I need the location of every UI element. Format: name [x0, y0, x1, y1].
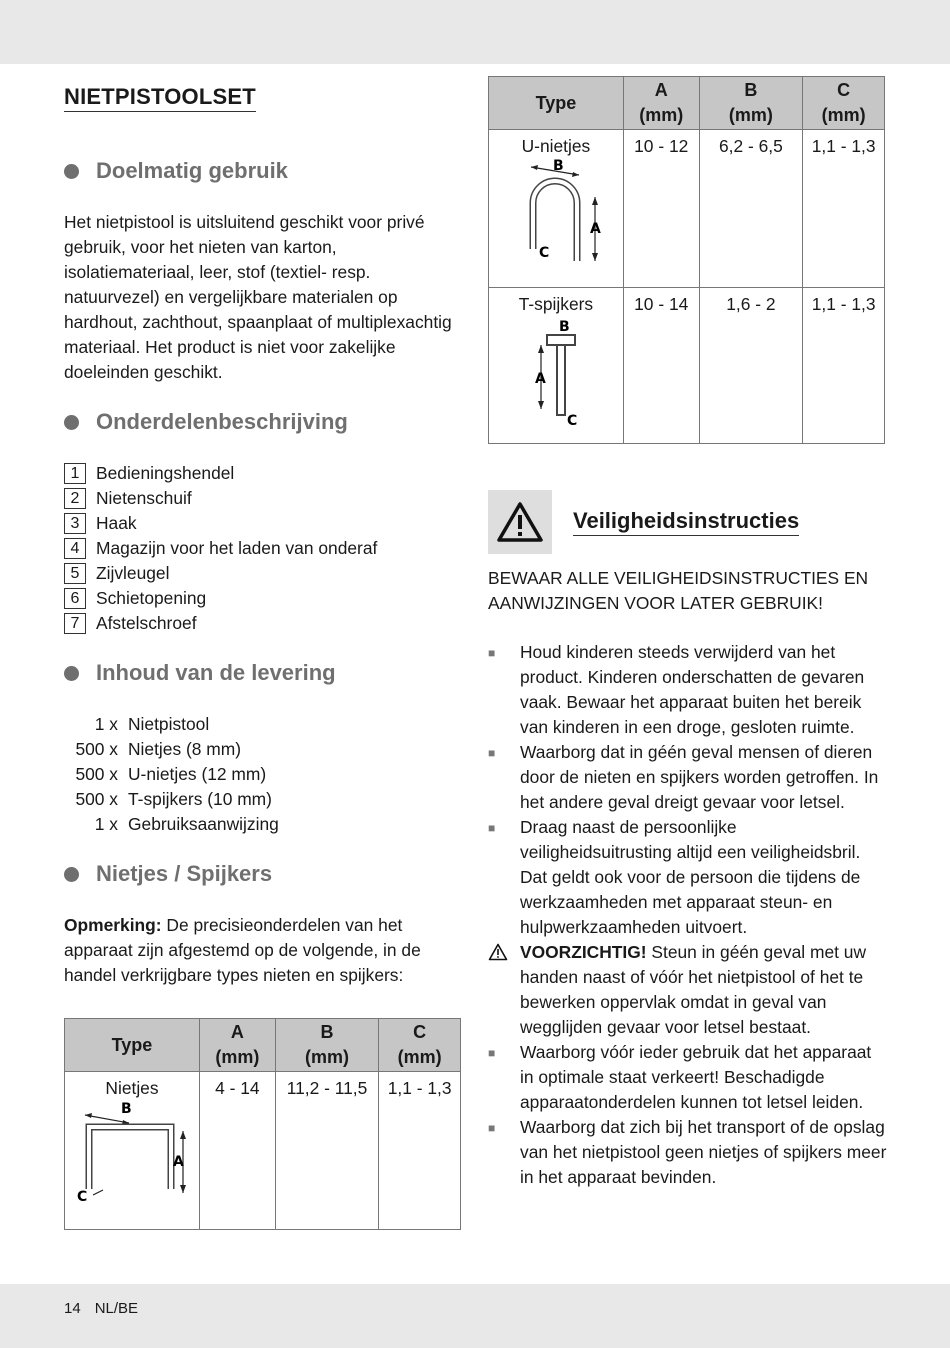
value-a: 10 - 14 — [623, 288, 699, 444]
header-letter: C — [413, 1022, 427, 1042]
type-label: T-spijkers — [518, 294, 594, 314]
list-item — [64, 461, 464, 486]
safety-caps-text: BEWAAR ALLE VEILIGHEIDSINSTRUCTIES EN AANWIJZINGEN VOOR LATER GEBRUIK! — [488, 568, 869, 613]
safety-heading-block — [488, 490, 888, 554]
page-title: NIETPISTOOLSET — [64, 84, 256, 112]
part-number: 5 — [64, 563, 86, 584]
type-label: U-nietjes — [521, 136, 591, 156]
label-b: B — [120, 1101, 132, 1117]
square-bullet-icon: ■ — [488, 821, 496, 835]
bullet-text: Waarborg dat in géén geval mensen of dieren door de nieten en spijkers worden getroffen. In het andere geval dreigt gevaar voor letsel. — [520, 742, 879, 812]
label-c: C — [538, 245, 550, 261]
part-number: 4 — [64, 538, 86, 559]
label-a: A — [172, 1154, 184, 1170]
bullet-text: Waarborg vóór ieder gebruik dat het apparaat in optimale staat verkeert! Beschadigde apparaatonderdelen kunnen tot letsel leiden. — [520, 1042, 872, 1112]
list-item — [64, 586, 464, 611]
value-b: 11,2 - 11,5 — [275, 1072, 379, 1230]
heading-text: Nietjes / Spijkers — [96, 861, 273, 886]
footer — [64, 1300, 152, 1317]
quantity: 1 x — [94, 714, 118, 734]
header-a — [623, 77, 699, 130]
staple-diagram-icon — [67, 1099, 197, 1205]
note-text: De precisieonderdelen van het apparaat zijn afgestemd op de volgende, in de handel verkrijgbare types nieten en spijkers: — [64, 915, 421, 985]
value-c: 1,1 - 1,3 — [379, 1072, 461, 1230]
language-code: NL/BE — [94, 1300, 139, 1317]
list-item — [488, 1115, 888, 1190]
part-number: 7 — [64, 613, 86, 634]
label-c: C — [76, 1189, 88, 1205]
item-label: Gebruiksaanwijzing — [128, 814, 279, 834]
bullet-text: Houd kinderen steeds verwijderd van het product. Kinderen onderschatten de gevaren vaak. Bewaar het apparaat buiten het bereik van kinderen in een droge, gesloten ruimte. — [520, 642, 865, 737]
square-bullet-icon: ■ — [488, 746, 496, 760]
warning-triangle-icon — [497, 501, 543, 543]
part-label: Zijvleugel — [96, 563, 170, 583]
part-number: 3 — [64, 513, 86, 534]
type-cell — [65, 1072, 200, 1230]
header-unit: (mm) — [728, 105, 773, 125]
quantity: 500 x — [75, 789, 118, 809]
staples-note — [64, 913, 464, 988]
header-unit: (mm) — [397, 1047, 442, 1067]
table-row — [489, 288, 885, 444]
header-c — [803, 77, 885, 130]
value-a: 10 - 12 — [623, 130, 699, 288]
header-c — [379, 1019, 461, 1072]
header-letter: A — [230, 1022, 244, 1042]
section-heading-intended-use — [64, 158, 464, 184]
nails-table — [488, 76, 885, 444]
list-item — [64, 712, 464, 737]
header-unit: (mm) — [304, 1047, 349, 1067]
safety-list — [488, 640, 888, 1190]
bullet-text: Draag naast de persoonlijke veiligheidsuitrusting altijd een veiligheidsbril. Dat geldt ook voor de persoon die tijdens de werkzaamheden met apparaat steun- en hulpwerkzaamheden uitvoert. — [520, 817, 861, 937]
part-label: Nietenschuif — [96, 488, 192, 508]
heading-text: Inhoud van de levering — [96, 660, 336, 685]
quantity: 500 x — [75, 764, 118, 784]
caution-text — [520, 940, 888, 1040]
note-label: Opmerking: — [64, 915, 162, 935]
u-staple-diagram-icon — [501, 157, 611, 267]
part-number: 2 — [64, 488, 86, 509]
caution-triangle-icon — [488, 940, 520, 1040]
header-type: Type — [489, 77, 624, 130]
bullet-dot-icon — [64, 164, 79, 179]
type-cell — [489, 288, 624, 444]
table-row — [489, 130, 885, 288]
bullet-dot-icon — [64, 666, 79, 681]
header-a — [199, 1019, 275, 1072]
quantity: 500 x — [75, 739, 118, 759]
list-item — [488, 740, 888, 815]
heading-text: Doelmatig gebruik — [96, 158, 288, 183]
caution-label: VOORZICHTIG! — [520, 942, 647, 962]
list-item — [64, 737, 464, 762]
square-bullet-icon: ■ — [488, 646, 496, 660]
safety-heading: Veiligheidsinstructies — [573, 508, 799, 536]
heading-text: Onderdelenbeschrijving — [96, 409, 348, 434]
header-b — [275, 1019, 379, 1072]
parts-list — [64, 461, 464, 636]
header-unit: (mm) — [639, 105, 684, 125]
part-label: Magazijn voor het laden van onderaf — [96, 538, 378, 558]
left-column — [64, 84, 464, 1230]
t-nail-diagram-icon — [501, 315, 611, 427]
value-c: 1,1 - 1,3 — [803, 288, 885, 444]
list-item — [488, 815, 888, 940]
list-item — [64, 787, 464, 812]
right-column — [488, 76, 888, 1190]
list-item — [488, 1040, 888, 1115]
delivery-list — [64, 712, 464, 837]
part-label: Haak — [96, 513, 137, 533]
type-label: Nietjes — [105, 1078, 159, 1098]
section-heading-parts — [64, 409, 464, 435]
bullet-text: Waarborg dat zich bij het transport of de opslag van het nietpistool geen nietjes of spijkers meer in het apparaat bevinden. — [520, 1117, 887, 1187]
value-a: 4 - 14 — [199, 1072, 275, 1230]
caution-body: Steun in géén geval met uw handen naast of vóór het nietpistool of het te bewerken oppervlak omdat in geval van wegglijden gevaar voor letsel bestaat. — [520, 942, 867, 1037]
square-bullet-icon: ■ — [488, 1121, 496, 1135]
intended-use-text: Het nietpistool is uitsluitend geschikt voor privé gebruik, voor het nieten van karton, isolatiemateriaal, leer, stof (textiel- resp. natuurvezel) en vergelijkbare materialen op hardhout, zachthout, spaanplaat of multiplexachtig materiaal. Het product is niet voor zakelijke doeleinden geschikt. — [64, 212, 452, 382]
section-heading-staples — [64, 861, 464, 887]
header-unit: (mm) — [215, 1047, 260, 1067]
label-b: B — [552, 158, 564, 174]
value-b: 1,6 - 2 — [699, 288, 803, 444]
table-row — [65, 1072, 461, 1230]
list-item — [64, 561, 464, 586]
quantity: 1 x — [94, 814, 118, 834]
part-label: Bedieningshendel — [96, 463, 235, 483]
header-letter: B — [744, 80, 758, 100]
bullet-dot-icon — [64, 415, 79, 430]
value-c: 1,1 - 1,3 — [803, 130, 885, 288]
list-item — [64, 611, 464, 636]
bullet-dot-icon — [64, 867, 79, 882]
list-item — [488, 940, 888, 1040]
header-b — [699, 77, 803, 130]
label-c: C — [566, 413, 578, 427]
list-item — [64, 762, 464, 787]
type-cell — [489, 130, 624, 288]
header-letter: C — [837, 80, 851, 100]
list-item — [64, 511, 464, 536]
header-letter: A — [654, 80, 668, 100]
item-label: Nietjes (8 mm) — [128, 739, 242, 759]
label-b: B — [558, 319, 570, 335]
part-label: Schietopening — [96, 588, 207, 608]
header-unit: (mm) — [821, 105, 866, 125]
part-label: Afstelschroef — [96, 613, 197, 633]
header-type: Type — [65, 1019, 200, 1072]
list-item — [488, 640, 888, 740]
label-a: A — [589, 221, 601, 237]
page-number: 14 — [64, 1300, 81, 1317]
section-heading-delivery — [64, 660, 464, 686]
list-item — [64, 486, 464, 511]
header-letter: B — [320, 1022, 334, 1042]
item-label: U-nietjes (12 mm) — [128, 764, 267, 784]
part-number: 6 — [64, 588, 86, 609]
list-item — [64, 536, 464, 561]
item-label: Nietpistool — [128, 714, 210, 734]
warning-box — [488, 490, 552, 554]
label-a: A — [534, 371, 546, 387]
list-item — [64, 812, 464, 837]
value-b: 6,2 - 6,5 — [699, 130, 803, 288]
header-band — [0, 0, 950, 64]
staples-table — [64, 1018, 461, 1230]
square-bullet-icon: ■ — [488, 1046, 496, 1060]
item-label: T-spijkers (10 mm) — [128, 789, 272, 809]
part-number: 1 — [64, 463, 86, 484]
